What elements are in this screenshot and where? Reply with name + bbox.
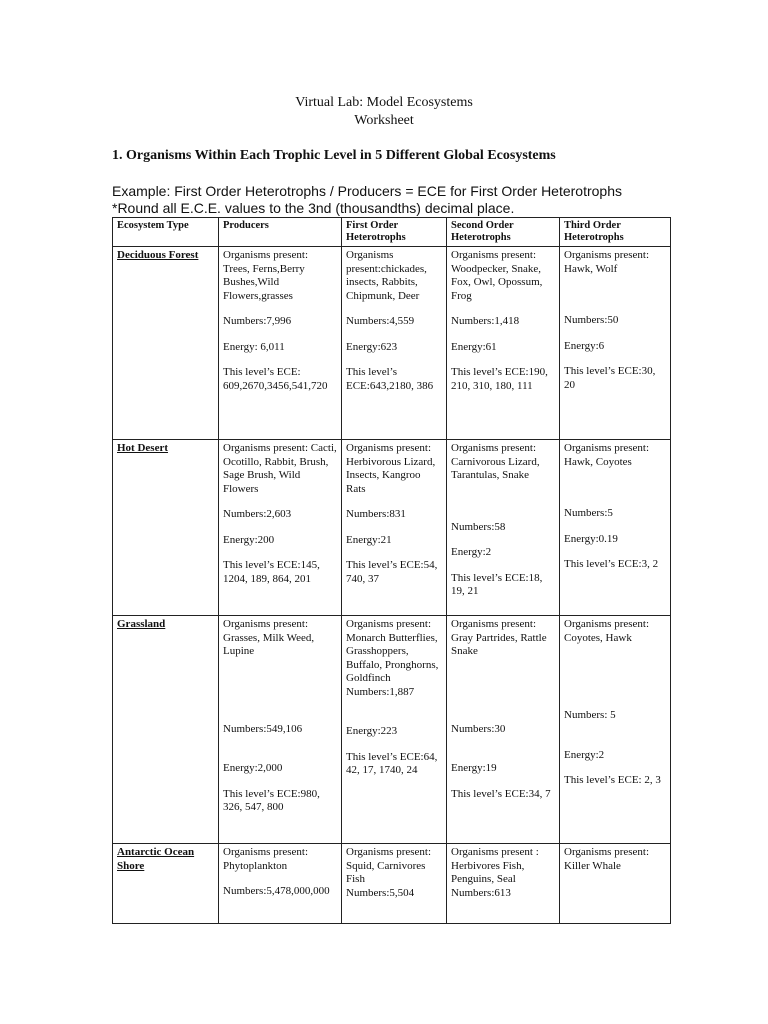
table-cell [219,616,342,844]
numbers-text: Numbers:2,603 [223,508,292,520]
table-cell [342,440,447,616]
table-cell [560,844,671,924]
ece-text: This level’s ECE:145, 1204, 189, 864, 201 [223,559,320,585]
ecosystem-name: Deciduous Forest [113,247,219,440]
ece-text: This level’s ECE:30, 20 [564,365,656,391]
energy-text: Energy:223 [346,725,398,737]
table-cell [219,844,342,924]
rounding-note: *Round all E.C.E. values to the 3nd (thousandths) decimal place. [112,200,515,216]
energy-text: Energy:2 [451,546,492,558]
ece-text: This level’s ECE:18, 19, 21 [451,571,543,597]
table-cell [447,247,560,440]
example-text: Example: First Order Heterotrophs / Producers = ECE for First Order Heterotrophs [112,183,623,199]
organisms-text: Organisms present: Squid, Carnivores Fish [346,846,432,885]
energy-text: Energy:200 [223,533,275,546]
numbers-text: Numbers:5,504 [346,886,415,899]
energy-text: Energy:61 [451,340,497,353]
energy-text: Energy:0.19 [564,532,618,545]
organisms-text: Organisms present: Cacti, Ocotillo, Rabbit, Brush, Sage Brush, Wild Flowers [223,442,337,495]
numbers-text: Numbers:30 [451,722,506,735]
organisms-text: Organisms present: Hawk, Wolf [564,249,650,275]
ece-text: This level’s ECE:643,2180, 386 [346,366,434,392]
numbers-text: Numbers:549,106 [223,722,303,735]
energy-text: Energy:2 [564,748,605,761]
table-cell [560,616,671,844]
table-cell [447,440,560,616]
numbers-text: Numbers: 5 [564,709,616,721]
organisms-text: Organisms present: Grasses, Milk Weed, Lupine [223,618,315,657]
ecosystem-name: Antarctic Ocean Shore [113,844,219,924]
ece-text: This level’s ECE:64, 42, 17, 1740, 24 [346,750,438,776]
energy-text: Energy: 6,011 [223,340,285,353]
organisms-text: Organisms present:chickades, insects, Rabbits, Chipmunk, Deer [346,249,427,302]
organisms-text: Organisms present: Herbivorous Lizard, Insects, Kangroo Rats [346,442,436,495]
energy-text: Energy:6 [564,339,605,352]
ecosystem-table [112,217,671,924]
organisms-text: Organisms present: Gray Partrides, Rattle Snake [451,618,547,657]
ece-text: This level’s ECE:190, 210, 310, 180, 111 [451,366,548,392]
energy-text: Energy:623 [346,340,398,353]
numbers-text: Numbers:1,887 [346,685,415,698]
numbers-text: Numbers:5,478,000,000 [223,885,330,897]
organisms-text: Organisms present: Hawk, Coyotes [564,442,650,468]
col-header-first-order: First Order Heterotrophs [342,218,447,247]
table-row [113,616,671,844]
numbers-text: Numbers:4,559 [346,315,415,327]
table-cell [560,247,671,440]
numbers-text: Numbers:1,418 [451,315,520,327]
table-cell [219,440,342,616]
table-row [113,247,671,440]
table-header-row [113,218,671,247]
section-heading: 1. Organisms Within Each Trophic Level in 5 Different Global Ecosystems [112,148,556,163]
numbers-text: Numbers:50 [564,314,619,326]
col-header-third-order: Third Order Heterotrophs [560,218,671,247]
energy-text: Energy:2,000 [223,762,283,774]
col-header-producers: Producers [219,218,342,247]
numbers-text: Numbers:5 [564,507,613,519]
organisms-text: Organisms present: Phytoplankton [223,846,309,872]
ece-text: This level’s ECE:980, 326, 547, 800 [223,787,320,813]
table-cell [342,247,447,440]
ece-text: This level’s ECE:3, 2 [564,558,659,570]
table-cell [447,844,560,924]
ecosystem-name: Grassland [113,616,219,844]
energy-text: Energy:21 [346,533,392,546]
ece-text: This level’s ECE:54, 740, 37 [346,559,438,585]
table-cell [342,616,447,844]
table-cell [342,844,447,924]
worksheet-title: Virtual Lab: Model Ecosystems [295,95,473,110]
table-cell [219,247,342,440]
numbers-text: Numbers:58 [451,520,506,533]
table-row [113,440,671,616]
numbers-text: Numbers:613 [451,886,511,899]
organisms-text: Organisms present: Coyotes, Hawk [564,618,650,644]
energy-text: Energy:19 [451,762,497,774]
table-cell [560,440,671,616]
ecosystem-name: Hot Desert [113,440,219,616]
numbers-text: Numbers:831 [346,508,406,520]
organisms-text: Organisms present: Killer Whale [564,846,650,872]
organisms-text: Organisms present: Woodpecker, Snake, Fox, Owl, Opossum, Frog [451,249,543,302]
ece-text: This level’s ECE: 2, 3 [564,774,661,786]
organisms-text: Organisms present: Trees, Ferns,Berry Bushes,Wild Flowers,grasses [223,249,309,302]
worksheet-subtitle: Worksheet [354,113,414,128]
table-row [113,844,671,924]
col-header-ecosystem: Ecosystem Type [113,218,219,247]
numbers-text: Numbers:7,996 [223,315,292,327]
organisms-text: Organisms present: Monarch Butterflies, Grasshoppers, Buffalo, Pronghorns, Goldfinch [346,618,439,684]
organisms-text: Organisms present: Carnivorous Lizard, Tarantulas, Snake [451,442,540,481]
organisms-text: Organisms present : Herbivores Fish, Penguins, Seal [451,846,539,885]
ece-text: This level’s ECE:34, 7 [451,787,551,800]
table-cell [447,616,560,844]
ece-text: This level’s ECE: 609,2670,3456,541,720 [223,366,328,392]
col-header-second-order: Second Order Heterotrophs [447,218,560,247]
